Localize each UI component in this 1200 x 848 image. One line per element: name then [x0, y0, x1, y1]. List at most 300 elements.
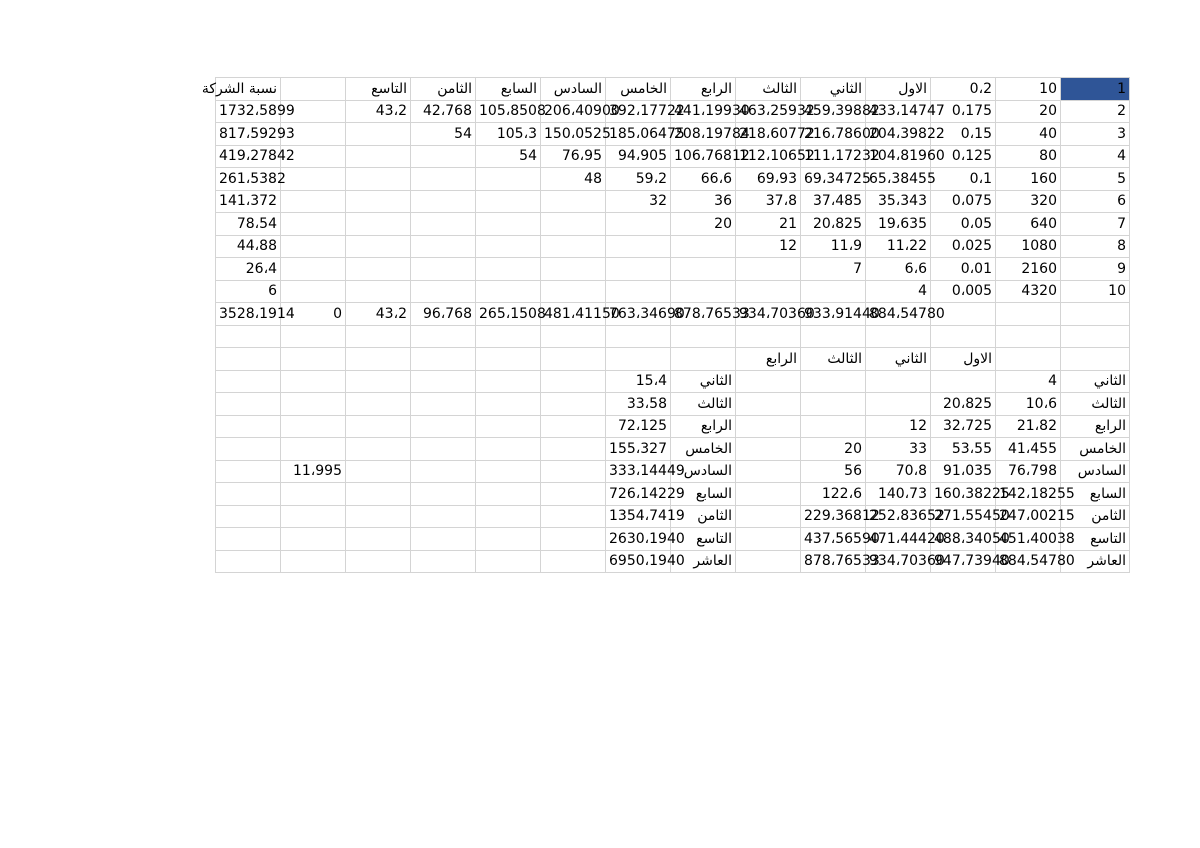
sheet-cell[interactable]: الرابع: [671, 415, 736, 438]
sheet-cell[interactable]: [866, 325, 931, 348]
sheet-cell[interactable]: 247،00215: [996, 505, 1061, 528]
sheet-cell[interactable]: [801, 370, 866, 393]
sheet-cell[interactable]: 459،39882: [801, 100, 866, 123]
sheet-cell[interactable]: [476, 325, 541, 348]
sheet-cell[interactable]: 111،17232: [801, 145, 866, 168]
sheet-cell[interactable]: 37،8: [736, 190, 801, 213]
sheet-cell[interactable]: [411, 145, 476, 168]
sheet-cell[interactable]: 261،5382: [216, 168, 281, 191]
sheet-cell[interactable]: [346, 505, 411, 528]
sheet-cell[interactable]: نسبة الشركة: [216, 78, 281, 101]
sheet-cell[interactable]: 5: [1061, 168, 1130, 191]
sheet-cell[interactable]: 43،2: [346, 303, 411, 326]
sheet-cell[interactable]: [671, 348, 736, 371]
sheet-cell[interactable]: 11،22: [866, 235, 931, 258]
sheet-cell[interactable]: [216, 505, 281, 528]
sheet-cell[interactable]: [281, 348, 346, 371]
sheet-cell[interactable]: [411, 550, 476, 573]
sheet-cell[interactable]: الاول: [931, 348, 996, 371]
sheet-cell[interactable]: 59،2: [606, 168, 671, 191]
sheet-cell[interactable]: الثاني: [801, 78, 866, 101]
sheet-cell[interactable]: 0،2: [931, 78, 996, 101]
sheet-cell[interactable]: السابع: [1061, 483, 1130, 506]
sheet-cell[interactable]: [541, 258, 606, 281]
sheet-cell[interactable]: [606, 235, 671, 258]
sheet-cell[interactable]: 76،798: [996, 460, 1061, 483]
sheet-cell[interactable]: 21: [736, 213, 801, 236]
sheet-cell[interactable]: [1061, 348, 1130, 371]
sheet-cell[interactable]: [931, 325, 996, 348]
sheet-cell[interactable]: [216, 460, 281, 483]
sheet-cell[interactable]: 104،81960: [866, 145, 931, 168]
sheet-cell[interactable]: 433،14747: [866, 100, 931, 123]
sheet-cell[interactable]: [541, 280, 606, 303]
sheet-cell[interactable]: [736, 528, 801, 551]
sheet-cell[interactable]: الثالث: [801, 348, 866, 371]
sheet-cell[interactable]: [346, 325, 411, 348]
sheet-cell[interactable]: 20: [801, 438, 866, 461]
sheet-cell[interactable]: 76،95: [541, 145, 606, 168]
sheet-cell[interactable]: 0: [281, 303, 346, 326]
sheet-cell[interactable]: [476, 550, 541, 573]
sheet-cell[interactable]: [736, 438, 801, 461]
sheet-cell[interactable]: 419،27842: [216, 145, 281, 168]
sheet-cell[interactable]: [606, 280, 671, 303]
sheet-cell[interactable]: التاسع: [671, 528, 736, 551]
sheet-cell[interactable]: 878،76533: [671, 303, 736, 326]
sheet-cell[interactable]: [346, 483, 411, 506]
sheet-cell[interactable]: [346, 258, 411, 281]
sheet-cell[interactable]: الثامن: [411, 78, 476, 101]
sheet-cell[interactable]: 140،73: [866, 483, 931, 506]
sheet-cell[interactable]: السادس: [541, 78, 606, 101]
sheet-cell[interactable]: [541, 550, 606, 573]
sheet-cell[interactable]: 105،8508: [476, 100, 541, 123]
sheet-cell[interactable]: 204،39822: [866, 123, 931, 146]
sheet-cell[interactable]: [476, 168, 541, 191]
sheet-cell[interactable]: 3: [1061, 123, 1130, 146]
sheet-cell[interactable]: [346, 123, 411, 146]
sheet-cell[interactable]: [281, 280, 346, 303]
sheet-cell[interactable]: [411, 505, 476, 528]
sheet-cell[interactable]: [541, 393, 606, 416]
sheet-cell[interactable]: 0،05: [931, 213, 996, 236]
sheet-cell[interactable]: [346, 190, 411, 213]
sheet-cell[interactable]: 7: [1061, 213, 1130, 236]
sheet-cell[interactable]: [281, 505, 346, 528]
sheet-cell[interactable]: 947،73940: [931, 550, 996, 573]
sheet-cell[interactable]: 33: [866, 438, 931, 461]
sheet-cell[interactable]: [541, 528, 606, 551]
sheet-cell[interactable]: [411, 258, 476, 281]
sheet-cell[interactable]: [346, 168, 411, 191]
sheet-cell[interactable]: [541, 438, 606, 461]
sheet-cell[interactable]: 463،25932: [736, 100, 801, 123]
sheet-cell[interactable]: 229،36812: [801, 505, 866, 528]
sheet-cell[interactable]: التاسع: [346, 78, 411, 101]
sheet-cell[interactable]: 0،175: [931, 100, 996, 123]
sheet-cell[interactable]: [216, 325, 281, 348]
sheet-cell[interactable]: [671, 258, 736, 281]
sheet-cell[interactable]: [736, 460, 801, 483]
sheet-cell[interactable]: [476, 280, 541, 303]
sheet-cell[interactable]: [346, 438, 411, 461]
sheet-cell[interactable]: الثامن: [671, 505, 736, 528]
sheet-cell[interactable]: 4320: [996, 280, 1061, 303]
sheet-cell[interactable]: 41،455: [996, 438, 1061, 461]
sheet-cell[interactable]: [541, 483, 606, 506]
sheet-cell[interactable]: 481،41150: [541, 303, 606, 326]
sheet-cell[interactable]: الرابع: [736, 348, 801, 371]
sheet-cell[interactable]: 19،635: [866, 213, 931, 236]
sheet-cell[interactable]: [671, 325, 736, 348]
sheet-cell[interactable]: 160: [996, 168, 1061, 191]
sheet-cell[interactable]: 471،44420: [866, 528, 931, 551]
sheet-cell[interactable]: [606, 258, 671, 281]
sheet-cell[interactable]: 94،905: [606, 145, 671, 168]
sheet-cell[interactable]: 20: [671, 213, 736, 236]
sheet-cell[interactable]: 252،83652: [866, 505, 931, 528]
sheet-cell[interactable]: [736, 505, 801, 528]
sheet-cell[interactable]: [476, 190, 541, 213]
sheet-cell[interactable]: 66،6: [671, 168, 736, 191]
sheet-cell[interactable]: [281, 190, 346, 213]
sheet-cell[interactable]: [606, 213, 671, 236]
sheet-cell[interactable]: [216, 528, 281, 551]
sheet-cell[interactable]: 0،025: [931, 235, 996, 258]
sheet-cell[interactable]: الثاني: [671, 370, 736, 393]
sheet-cell[interactable]: [216, 438, 281, 461]
sheet-cell[interactable]: 21،82: [996, 415, 1061, 438]
sheet-cell[interactable]: [411, 370, 476, 393]
sheet-cell[interactable]: 20،825: [931, 393, 996, 416]
sheet-cell[interactable]: 451،40038: [996, 528, 1061, 551]
sheet-cell[interactable]: [476, 393, 541, 416]
sheet-cell[interactable]: السادس: [1061, 460, 1130, 483]
sheet-cell[interactable]: [281, 528, 346, 551]
sheet-cell[interactable]: [281, 78, 346, 101]
sheet-cell[interactable]: [476, 528, 541, 551]
sheet-cell[interactable]: 4: [996, 370, 1061, 393]
sheet-cell[interactable]: 0،005: [931, 280, 996, 303]
sheet-cell[interactable]: [866, 370, 931, 393]
sheet-cell[interactable]: 320: [996, 190, 1061, 213]
sheet-cell[interactable]: الثامن: [1061, 505, 1130, 528]
sheet-cell[interactable]: 56: [801, 460, 866, 483]
sheet-cell[interactable]: 10،6: [996, 393, 1061, 416]
sheet-cell[interactable]: 112،10652: [736, 145, 801, 168]
sheet-cell[interactable]: العاشر: [1061, 550, 1130, 573]
sheet-cell[interactable]: الثاني: [1061, 370, 1130, 393]
sheet-cell[interactable]: [801, 393, 866, 416]
sheet-cell[interactable]: [736, 370, 801, 393]
sheet-cell[interactable]: [801, 415, 866, 438]
sheet-cell[interactable]: 78،54: [216, 213, 281, 236]
sheet-cell[interactable]: 0،01: [931, 258, 996, 281]
sheet-cell[interactable]: الخامس: [671, 438, 736, 461]
sheet-cell[interactable]: 4: [866, 280, 931, 303]
sheet-cell[interactable]: 4: [1061, 145, 1130, 168]
sheet-cell[interactable]: [411, 438, 476, 461]
sheet-cell[interactable]: [736, 280, 801, 303]
sheet-cell[interactable]: [346, 145, 411, 168]
sheet-cell[interactable]: [996, 303, 1061, 326]
sheet-cell[interactable]: 33،58: [606, 393, 671, 416]
sheet-cell[interactable]: [346, 213, 411, 236]
sheet-cell[interactable]: 726،14229: [606, 483, 671, 506]
sheet-cell[interactable]: 884،54780: [866, 303, 931, 326]
sheet-cell[interactable]: [476, 235, 541, 258]
sheet-cell[interactable]: [346, 280, 411, 303]
sheet-cell[interactable]: [346, 370, 411, 393]
sheet-cell[interactable]: 206،40900: [541, 100, 606, 123]
sheet-cell[interactable]: 10: [996, 78, 1061, 101]
sheet-cell[interactable]: [281, 258, 346, 281]
sheet-cell[interactable]: 20: [996, 100, 1061, 123]
sheet-cell[interactable]: التاسع: [1061, 528, 1130, 551]
sheet-cell[interactable]: 155،327: [606, 438, 671, 461]
sheet-cell[interactable]: [216, 483, 281, 506]
sheet-cell[interactable]: 6950،1940: [606, 550, 671, 573]
sheet-cell[interactable]: [281, 415, 346, 438]
sheet-cell[interactable]: 1732،5899: [216, 100, 281, 123]
sheet-cell[interactable]: [476, 213, 541, 236]
sheet-cell[interactable]: [411, 325, 476, 348]
sheet-cell[interactable]: 0،15: [931, 123, 996, 146]
sheet-cell[interactable]: 0،075: [931, 190, 996, 213]
sheet-cell[interactable]: 53،55: [931, 438, 996, 461]
sheet-cell[interactable]: [541, 325, 606, 348]
sheet-cell[interactable]: [346, 393, 411, 416]
sheet-cell[interactable]: [476, 438, 541, 461]
sheet-cell[interactable]: 763،34690: [606, 303, 671, 326]
selected-cell[interactable]: 1: [1061, 78, 1130, 101]
sheet-cell[interactable]: 8: [1061, 235, 1130, 258]
sheet-cell[interactable]: [216, 415, 281, 438]
sheet-cell[interactable]: [606, 348, 671, 371]
sheet-cell[interactable]: 69،34725: [801, 168, 866, 191]
sheet-cell[interactable]: [606, 325, 671, 348]
sheet-cell[interactable]: 12: [866, 415, 931, 438]
sheet-cell[interactable]: [281, 438, 346, 461]
sheet-cell[interactable]: 42،768: [411, 100, 476, 123]
sheet-cell[interactable]: 150،0525: [541, 123, 606, 146]
sheet-cell[interactable]: 26،4: [216, 258, 281, 281]
sheet-cell[interactable]: 7: [801, 258, 866, 281]
sheet-cell[interactable]: [801, 325, 866, 348]
sheet-cell[interactable]: 6: [1061, 190, 1130, 213]
sheet-cell[interactable]: [281, 370, 346, 393]
sheet-cell[interactable]: [541, 190, 606, 213]
sheet-cell[interactable]: [476, 505, 541, 528]
sheet-cell[interactable]: 20،825: [801, 213, 866, 236]
sheet-cell[interactable]: 208،19784: [671, 123, 736, 146]
sheet-cell[interactable]: [736, 550, 801, 573]
sheet-cell[interactable]: 32: [606, 190, 671, 213]
sheet-cell[interactable]: الثالث: [736, 78, 801, 101]
sheet-cell[interactable]: 488،34050: [931, 528, 996, 551]
sheet-cell[interactable]: [476, 348, 541, 371]
sheet-cell[interactable]: [281, 550, 346, 573]
sheet-cell[interactable]: [541, 348, 606, 371]
sheet-cell[interactable]: 122،6: [801, 483, 866, 506]
sheet-cell[interactable]: [541, 213, 606, 236]
sheet-cell[interactable]: 141،372: [216, 190, 281, 213]
sheet-cell[interactable]: [736, 325, 801, 348]
sheet-cell[interactable]: السابع: [476, 78, 541, 101]
sheet-cell[interactable]: [411, 415, 476, 438]
sheet-cell[interactable]: [736, 393, 801, 416]
sheet-cell[interactable]: 32،725: [931, 415, 996, 438]
sheet-cell[interactable]: [411, 213, 476, 236]
sheet-cell[interactable]: 1080: [996, 235, 1061, 258]
sheet-cell[interactable]: [346, 348, 411, 371]
sheet-cell[interactable]: [866, 393, 931, 416]
sheet-cell[interactable]: 437،56590: [801, 528, 866, 551]
sheet-cell[interactable]: 36: [671, 190, 736, 213]
sheet-cell[interactable]: 640: [996, 213, 1061, 236]
sheet-cell[interactable]: 54: [476, 145, 541, 168]
sheet-cell[interactable]: [476, 460, 541, 483]
sheet-cell[interactable]: [411, 460, 476, 483]
sheet-cell[interactable]: [736, 483, 801, 506]
sheet-cell[interactable]: 2630،1940: [606, 528, 671, 551]
sheet-cell[interactable]: 40: [996, 123, 1061, 146]
sheet-cell[interactable]: 15،4: [606, 370, 671, 393]
sheet-cell[interactable]: [801, 280, 866, 303]
sheet-cell[interactable]: 9: [1061, 258, 1130, 281]
sheet-cell[interactable]: [476, 370, 541, 393]
sheet-cell[interactable]: 934،70360: [866, 550, 931, 573]
sheet-cell[interactable]: 106،76812: [671, 145, 736, 168]
sheet-cell[interactable]: [281, 235, 346, 258]
sheet-cell[interactable]: 333،14449: [606, 460, 671, 483]
sheet-cell[interactable]: الخامس: [606, 78, 671, 101]
sheet-cell[interactable]: 392،17722: [606, 100, 671, 123]
sheet-cell[interactable]: 2: [1061, 100, 1130, 123]
sheet-cell[interactable]: [736, 415, 801, 438]
sheet-cell[interactable]: 142،18255: [996, 483, 1061, 506]
sheet-cell[interactable]: [411, 393, 476, 416]
sheet-cell[interactable]: الثالث: [671, 393, 736, 416]
sheet-cell[interactable]: [1061, 325, 1130, 348]
sheet-cell[interactable]: الثاني: [866, 348, 931, 371]
sheet-cell[interactable]: [996, 325, 1061, 348]
sheet-cell[interactable]: [411, 528, 476, 551]
sheet-cell[interactable]: [736, 258, 801, 281]
sheet-cell[interactable]: [671, 280, 736, 303]
sheet-cell[interactable]: [281, 168, 346, 191]
sheet-cell[interactable]: [996, 348, 1061, 371]
sheet-cell[interactable]: [411, 235, 476, 258]
sheet-cell[interactable]: 271،55450: [931, 505, 996, 528]
sheet-cell[interactable]: السابع: [671, 483, 736, 506]
sheet-cell[interactable]: 6: [216, 280, 281, 303]
sheet-cell[interactable]: 216،78600: [801, 123, 866, 146]
sheet-cell[interactable]: [411, 280, 476, 303]
sheet-cell[interactable]: الاول: [866, 78, 931, 101]
sheet-cell[interactable]: [346, 235, 411, 258]
sheet-cell[interactable]: 933،91440: [801, 303, 866, 326]
sheet-cell[interactable]: الرابع: [1061, 415, 1130, 438]
sheet-cell[interactable]: [346, 460, 411, 483]
sheet-cell[interactable]: 3528،1914: [216, 303, 281, 326]
sheet-cell[interactable]: العاشر: [671, 550, 736, 573]
sheet-cell[interactable]: [346, 415, 411, 438]
sheet-cell[interactable]: [541, 415, 606, 438]
sheet-cell[interactable]: 878،76533: [801, 550, 866, 573]
sheet-cell[interactable]: [216, 370, 281, 393]
sheet-cell[interactable]: [476, 415, 541, 438]
sheet-cell[interactable]: 35،343: [866, 190, 931, 213]
sheet-cell[interactable]: 96،768: [411, 303, 476, 326]
sheet-cell[interactable]: 12: [736, 235, 801, 258]
sheet-cell[interactable]: 934،70360: [736, 303, 801, 326]
sheet-cell[interactable]: 91،035: [931, 460, 996, 483]
sheet-cell[interactable]: [411, 168, 476, 191]
sheet-cell[interactable]: [671, 235, 736, 258]
sheet-cell[interactable]: [476, 258, 541, 281]
sheet-cell[interactable]: [281, 483, 346, 506]
sheet-cell[interactable]: [541, 505, 606, 528]
sheet-cell[interactable]: [1061, 303, 1130, 326]
sheet-cell[interactable]: [411, 348, 476, 371]
sheet-cell[interactable]: 11،995: [281, 460, 346, 483]
sheet-cell[interactable]: 218،60772: [736, 123, 801, 146]
sheet-cell[interactable]: [216, 393, 281, 416]
sheet-cell[interactable]: [346, 550, 411, 573]
sheet-cell[interactable]: 54: [411, 123, 476, 146]
sheet-cell[interactable]: [281, 325, 346, 348]
sheet-cell[interactable]: 70،8: [866, 460, 931, 483]
sheet-cell[interactable]: 160،38225: [931, 483, 996, 506]
sheet-cell[interactable]: السادس: [671, 460, 736, 483]
sheet-cell[interactable]: الخامس: [1061, 438, 1130, 461]
sheet-cell[interactable]: 105،3: [476, 123, 541, 146]
sheet-cell[interactable]: [216, 550, 281, 573]
sheet-cell[interactable]: [281, 213, 346, 236]
sheet-cell[interactable]: 10: [1061, 280, 1130, 303]
sheet-cell[interactable]: الثالث: [1061, 393, 1130, 416]
sheet-cell[interactable]: 72،125: [606, 415, 671, 438]
sheet-cell[interactable]: [411, 483, 476, 506]
sheet-cell[interactable]: [541, 460, 606, 483]
sheet-cell[interactable]: [216, 348, 281, 371]
sheet-cell[interactable]: [476, 483, 541, 506]
sheet-cell[interactable]: 185،06475: [606, 123, 671, 146]
sheet-cell[interactable]: 441،19930: [671, 100, 736, 123]
sheet-cell[interactable]: 2160: [996, 258, 1061, 281]
sheet-cell[interactable]: 65،38455: [866, 168, 931, 191]
sheet-cell[interactable]: 265،1508: [476, 303, 541, 326]
sheet-cell[interactable]: الرابع: [671, 78, 736, 101]
sheet-cell[interactable]: [281, 393, 346, 416]
sheet-cell[interactable]: [931, 370, 996, 393]
sheet-cell[interactable]: 884،54780: [996, 550, 1061, 573]
sheet-cell[interactable]: 0،125: [931, 145, 996, 168]
sheet-cell[interactable]: 817،59293: [216, 123, 281, 146]
sheet-cell[interactable]: 44،88: [216, 235, 281, 258]
sheet-cell[interactable]: 37،485: [801, 190, 866, 213]
sheet-cell[interactable]: 69،93: [736, 168, 801, 191]
sheet-cell[interactable]: 43،2: [346, 100, 411, 123]
sheet-cell[interactable]: [346, 528, 411, 551]
sheet-cell[interactable]: 0،1: [931, 168, 996, 191]
sheet-cell[interactable]: 80: [996, 145, 1061, 168]
sheet-cell[interactable]: [541, 235, 606, 258]
sheet-cell[interactable]: [541, 370, 606, 393]
sheet-cell[interactable]: 6،6: [866, 258, 931, 281]
